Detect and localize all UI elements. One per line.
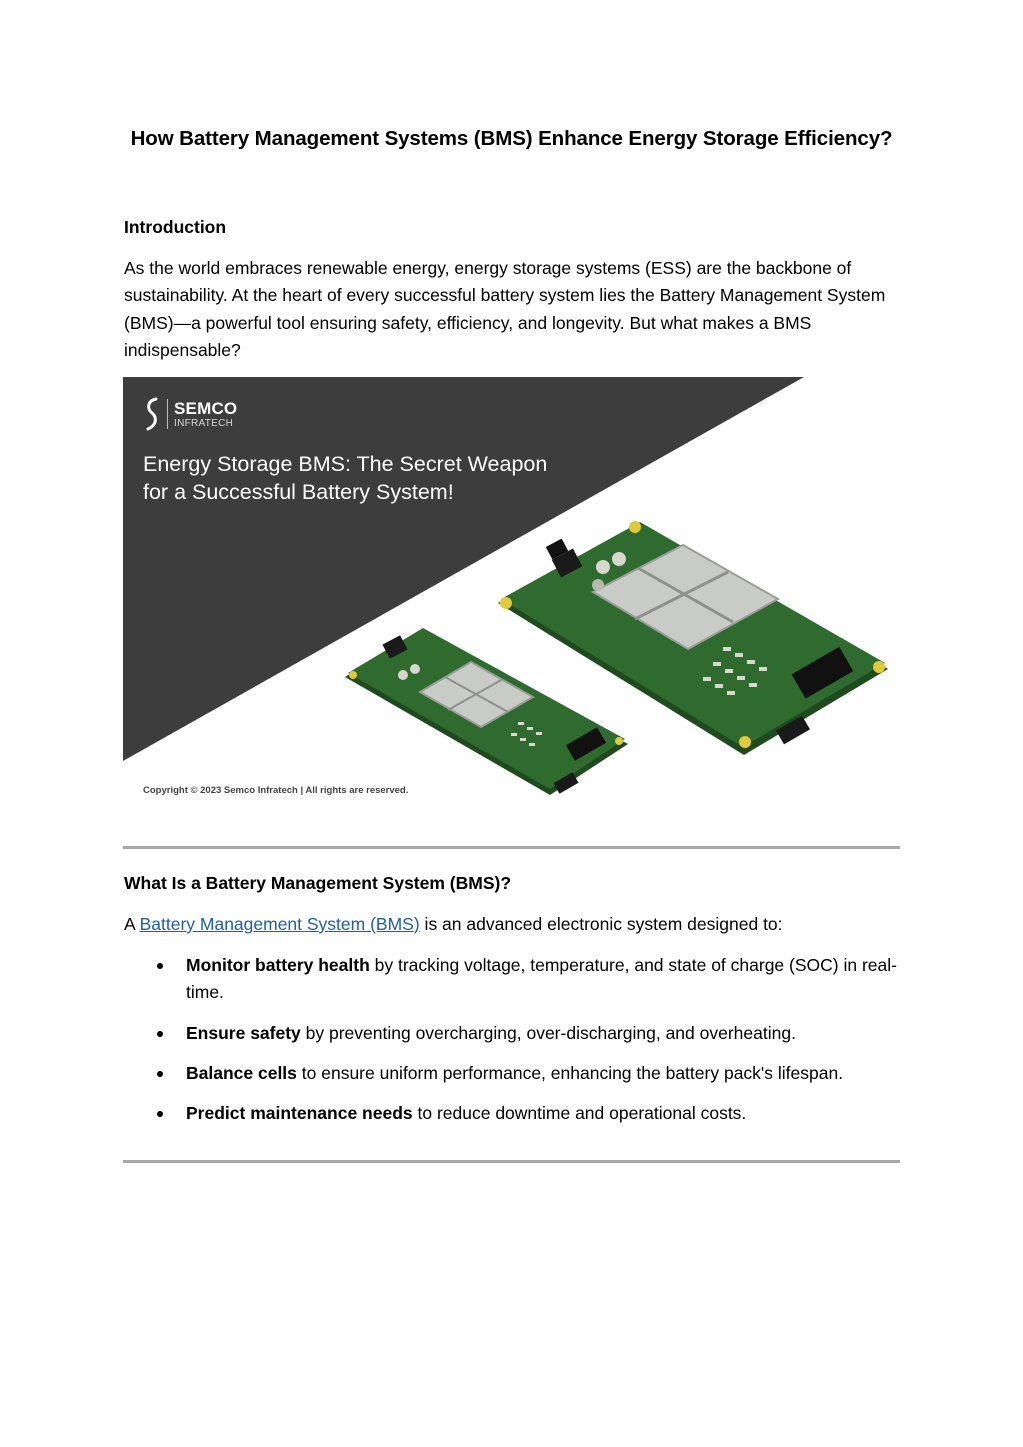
- section-divider-bottom: [123, 1160, 900, 1163]
- hero-artwork: [123, 377, 900, 810]
- bullet-icon: [157, 1071, 163, 1077]
- section-divider: [123, 846, 900, 849]
- list-item: [124, 1020, 904, 1047]
- list-item-text: to reduce downtime and operational costs.: [412, 1103, 747, 1124]
- list-item: [124, 952, 904, 1007]
- list-item-bold: Predict maintenance needs: [186, 1103, 413, 1124]
- list-item-bold: Ensure safety: [186, 1022, 301, 1043]
- list-item-text: by tracking voltage, temperature, and state of charge (SOC) in real-time.: [186, 955, 897, 1003]
- hero-copyright: Copyright © 2023 Semco Infratech | All rights are reserved.: [143, 785, 409, 796]
- document-title: How Battery Management Systems (BMS) Enhance Energy Storage Efficiency?: [130, 127, 893, 150]
- list-item: [124, 1060, 904, 1087]
- list-item-bold: Balance cells: [186, 1062, 297, 1083]
- logo-brand-sub: INFRATECH: [174, 417, 234, 429]
- hero-image: [123, 377, 900, 810]
- list-item-text: to ensure uniform performance, enhancing the battery pack's lifespan.: [296, 1062, 844, 1083]
- introduction-paragraph: As the world embraces renewable energy, energy storage systems (ESS) are the backbone of sustainability. At the heart of every successful battery system lies the Battery Management System (BMS)—a powerful tool ensuring safety, efficiency, and longevity. But what makes a BMS indispensable?: [124, 258, 886, 360]
- semco-logo: [143, 397, 237, 431]
- section-heading-what-is-bms: What Is a Battery Management System (BMS)?: [124, 873, 512, 893]
- logo-brand-name: SEMCO: [174, 398, 238, 418]
- lead-prefix: A: [124, 914, 140, 934]
- bullet-icon: [157, 1111, 163, 1117]
- bms-functions-list: [124, 952, 904, 1140]
- hero-heading-part2: The Secret Weapon for a Successful Battery System!: [143, 452, 548, 504]
- bullet-icon: [157, 1031, 163, 1037]
- list-item-text: by preventing overcharging, over-discharging, and overheating.: [300, 1022, 796, 1043]
- section-lead-paragraph: [124, 911, 783, 938]
- list-item: [124, 1100, 904, 1127]
- bullet-icon: [157, 963, 163, 969]
- bms-link[interactable]: Battery Management System (BMS): [139, 914, 420, 934]
- hero-heading: [143, 451, 563, 506]
- logo-divider: [167, 399, 168, 429]
- semco-s-icon: [143, 397, 161, 431]
- introduction-heading: Introduction: [124, 217, 227, 237]
- hero-heading-part1: Energy Storage BMS:: [143, 452, 351, 476]
- lead-suffix: is an advanced electronic system designed to:: [419, 914, 783, 934]
- list-item-bold: Monitor battery health: [186, 955, 370, 975]
